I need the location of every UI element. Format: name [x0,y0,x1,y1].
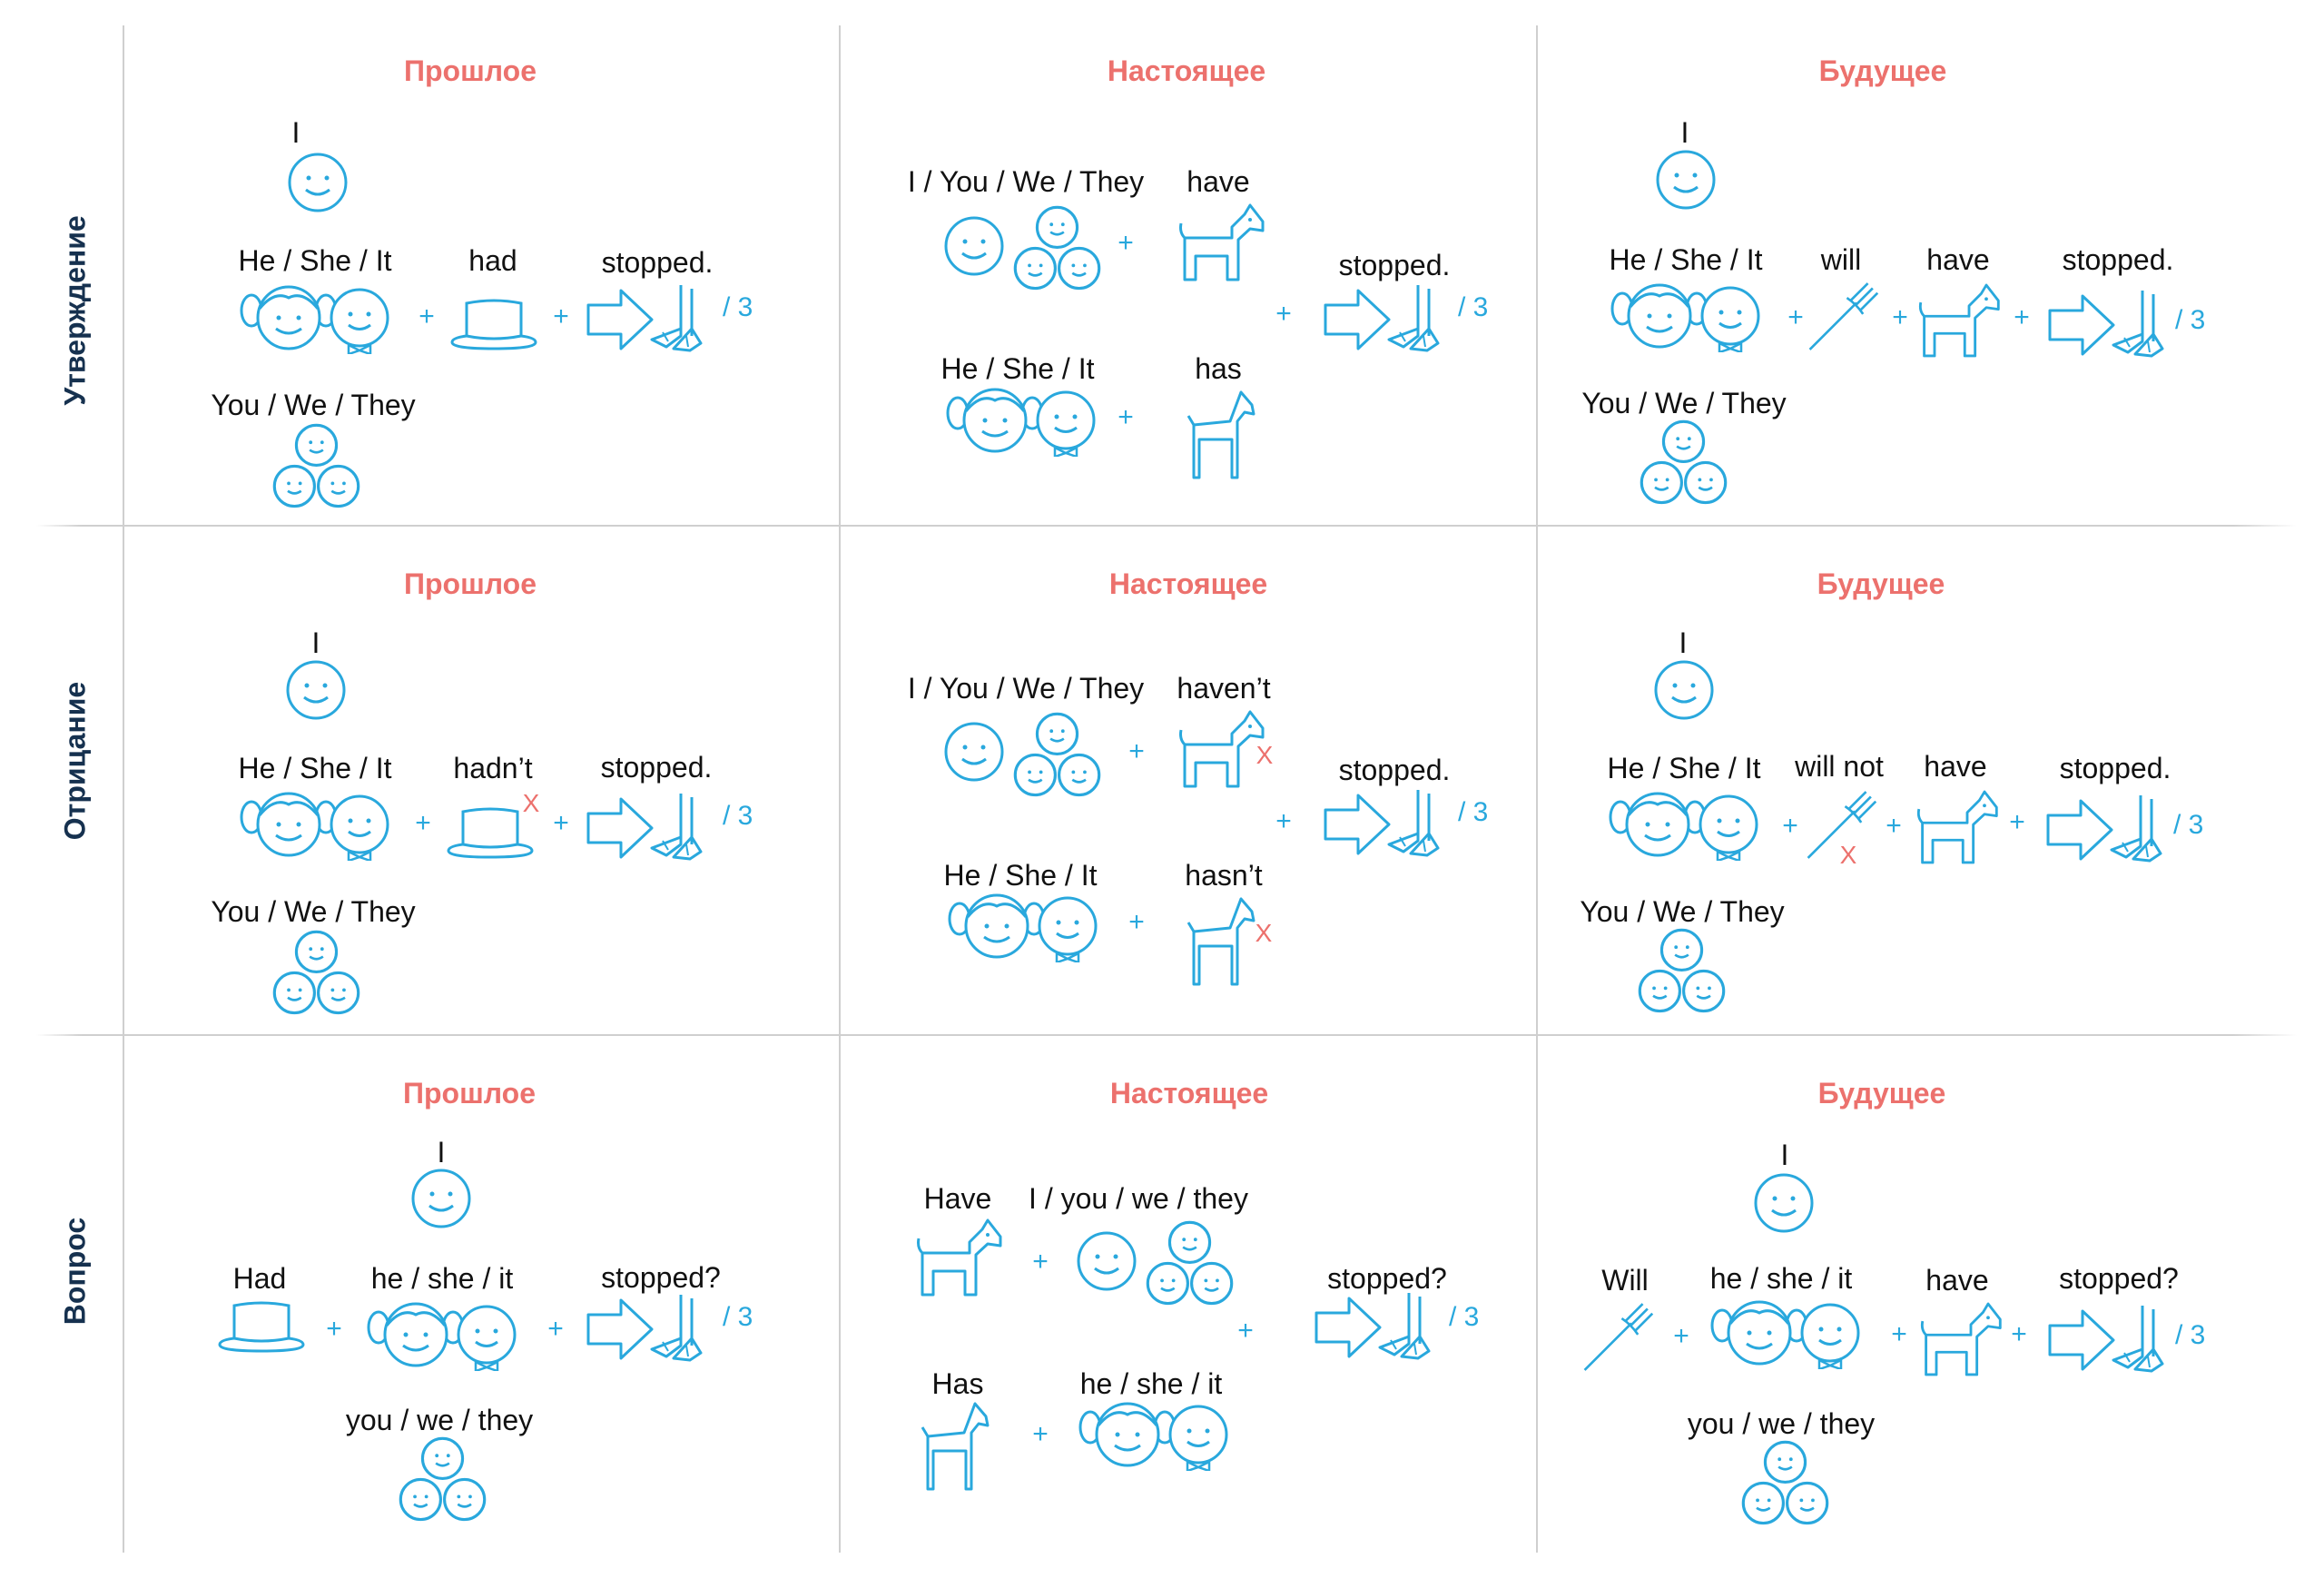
plus-sign: + [1032,1247,1049,1277]
column-header-present: Настоящее [1109,1077,1269,1110]
auxiliary-label: has [1195,352,1242,385]
pronoun-label: He / She / It [943,859,1098,892]
group-icon [1009,708,1105,804]
column-header-future: Будущее [1817,567,1945,600]
verb-label: stopped. [1338,249,1451,281]
column-header-past: Прошлое [403,567,537,600]
plus-sign: + [1237,1316,1254,1346]
dog-icon [1919,1298,2005,1380]
plus-sign: + [1892,302,1908,332]
pronoun-label: He / She / It [1609,243,1763,276]
pronoun-label: I [311,626,320,659]
negation-cross: X [1255,919,1273,947]
auxiliary-label: Have [923,1182,992,1215]
group-icon [395,1433,490,1528]
column-divider [123,25,124,1553]
smiley-icon [1075,1229,1138,1293]
negation-cross: X [1256,741,1274,769]
auxiliary-label: hasn’t [1185,859,1263,892]
plus-sign: + [2014,302,2030,332]
auxiliary-label: had [468,244,517,277]
third-form-label: / 3 [2175,1320,2206,1350]
group-icon [1636,416,1731,511]
verb-label: stopped? [601,1261,721,1294]
pronoun-label: You / We / They [1580,895,1785,928]
girl-boy-icon [944,384,1098,457]
dog-icon [1917,280,2004,361]
plus-sign: + [1782,811,1798,841]
smiley-icon [1654,148,1718,212]
row-divider [36,1034,2297,1036]
girl-boy-icon [946,890,1100,962]
girl-boy-icon [365,1298,519,1371]
dog-icon [1915,786,2002,868]
auxiliary-label: will [1820,243,1862,276]
pronoun-label: He / She / It [940,352,1095,385]
plus-sign: + [2009,807,2025,837]
verb-label: stopped. [2062,243,2174,276]
verb-label: stopped? [1327,1262,1447,1295]
plus-sign: + [553,301,569,331]
hat-icon [448,296,539,350]
verb-label: stopped? [2059,1262,2179,1295]
column-header-present: Настоящее [1107,54,1266,87]
plus-sign: + [1886,811,1902,841]
plus-sign: + [1128,736,1145,766]
arrow-duck-icon [2048,289,2166,361]
smiley-icon [942,720,1006,784]
smiley-icon [1652,658,1716,722]
column-header-past: Прошлое [403,54,537,87]
column-divider [839,25,841,1553]
verb-label: stopped. [2059,752,2171,784]
verb-label: stopped. [601,246,714,279]
verb-label: stopped. [600,751,713,784]
dog-icon [1185,389,1257,479]
girl-boy-icon [238,788,392,861]
auxiliary-label: hadn’t [453,752,533,784]
column-divider [1536,25,1538,1553]
negation-cross: X [1839,841,1857,869]
smiley-icon [286,151,350,214]
hat-icon [216,1298,307,1353]
plus-sign: + [1128,907,1145,937]
pronoun-label: You / We / They [211,895,416,928]
row-divider [36,525,2297,527]
girl-boy-icon [1077,1398,1231,1471]
group-icon [1142,1217,1237,1312]
group-icon [1009,202,1105,297]
negation-cross: X [522,789,540,817]
pronoun-label: I [1780,1139,1789,1171]
group-icon [269,419,364,515]
plus-sign: + [419,301,435,331]
arrow-duck-icon [2046,794,2164,866]
auxiliary-label: Has [931,1367,984,1400]
pronoun-label: I [1680,116,1689,149]
dog-icon [1177,708,1268,790]
auxiliary-label: will not [1795,750,1884,783]
pronoun-label: He / She / It [238,244,392,277]
pronoun-label: I [1679,626,1688,659]
smiley-icon [284,658,348,722]
column-header-future: Будущее [1817,1077,1946,1110]
pronoun-label: he / she / it [1709,1262,1853,1295]
arrow-duck-icon [586,1293,704,1366]
pronoun-label: I / you / we / they [1029,1182,1248,1215]
dog-icon [919,1400,991,1491]
arrow-duck-icon [2048,1304,2166,1376]
group-icon [1634,924,1729,1020]
auxiliary-label: have [1925,1264,1989,1297]
group-icon [1738,1436,1833,1532]
column-header-future: Будущее [1818,54,1947,87]
plus-sign: + [547,1314,564,1344]
arrow-duck-icon [1324,788,1442,861]
plus-sign: + [1787,302,1804,332]
plus-sign: + [1891,1319,1907,1349]
pronoun-label: he / she / it [1079,1367,1223,1400]
third-form-label: / 3 [2175,305,2206,335]
plus-sign: + [326,1314,342,1344]
dog-icon [915,1217,1006,1298]
third-form-label: / 3 [2173,810,2204,840]
pitchfork-icon [1581,1298,1654,1376]
third-form-label: / 3 [1458,292,1489,322]
plus-sign: + [1032,1419,1049,1449]
arrow-duck-icon [586,283,704,356]
arrow-duck-icon [1315,1291,1433,1364]
auxiliary-label: have [1187,165,1250,198]
dog-icon [1177,202,1268,283]
auxiliary-label: have [1924,750,1987,783]
smiley-icon [409,1167,473,1230]
auxiliary-label: haven’t [1177,672,1271,705]
group-icon [269,926,364,1021]
auxiliary-label: Had [232,1262,287,1295]
smiley-icon [1752,1171,1816,1235]
pronoun-label: You / We / They [1581,387,1787,419]
auxiliary-label: Will [1601,1264,1649,1297]
third-form-label: / 3 [723,801,753,831]
pronoun-label: you / we / they [1687,1407,1876,1440]
pronoun-label: you / we / they [345,1404,534,1436]
plus-sign: + [1673,1321,1689,1351]
pitchfork-icon [1807,278,1879,355]
column-header-present: Настоящее [1108,567,1268,600]
plus-sign: + [1275,299,1292,329]
smiley-icon [942,214,1006,278]
plus-sign: + [1275,806,1292,836]
plus-sign: + [553,808,569,838]
girl-boy-icon [1607,788,1761,861]
plus-sign: + [1118,228,1134,258]
pronoun-label: I [291,116,300,149]
third-form-label: / 3 [1449,1302,1480,1332]
pronoun-label: I / You / We / They [907,165,1145,198]
plus-sign: + [2011,1319,2027,1349]
girl-boy-icon [1609,280,1763,352]
arrow-duck-icon [1324,283,1442,356]
plus-sign: + [1118,402,1134,432]
pronoun-label: You / We / They [211,389,416,421]
verb-label: stopped. [1338,754,1451,786]
pronoun-label: I / You / We / They [907,672,1145,705]
third-form-label: / 3 [723,292,753,322]
third-form-label: / 3 [723,1302,753,1332]
column-header-past: Прошлое [402,1077,537,1110]
plus-sign: + [415,808,431,838]
third-form-label: / 3 [1458,797,1489,827]
arrow-duck-icon [586,792,704,864]
pronoun-label: He / She / It [1607,752,1761,784]
girl-boy-icon [238,281,392,354]
pronoun-label: I [437,1136,446,1169]
auxiliary-label: have [1926,243,1990,276]
girl-boy-icon [1709,1297,1863,1369]
dog-icon [1185,895,1257,986]
pronoun-label: he / she / it [370,1262,514,1295]
pronoun-label: He / She / It [238,752,392,784]
